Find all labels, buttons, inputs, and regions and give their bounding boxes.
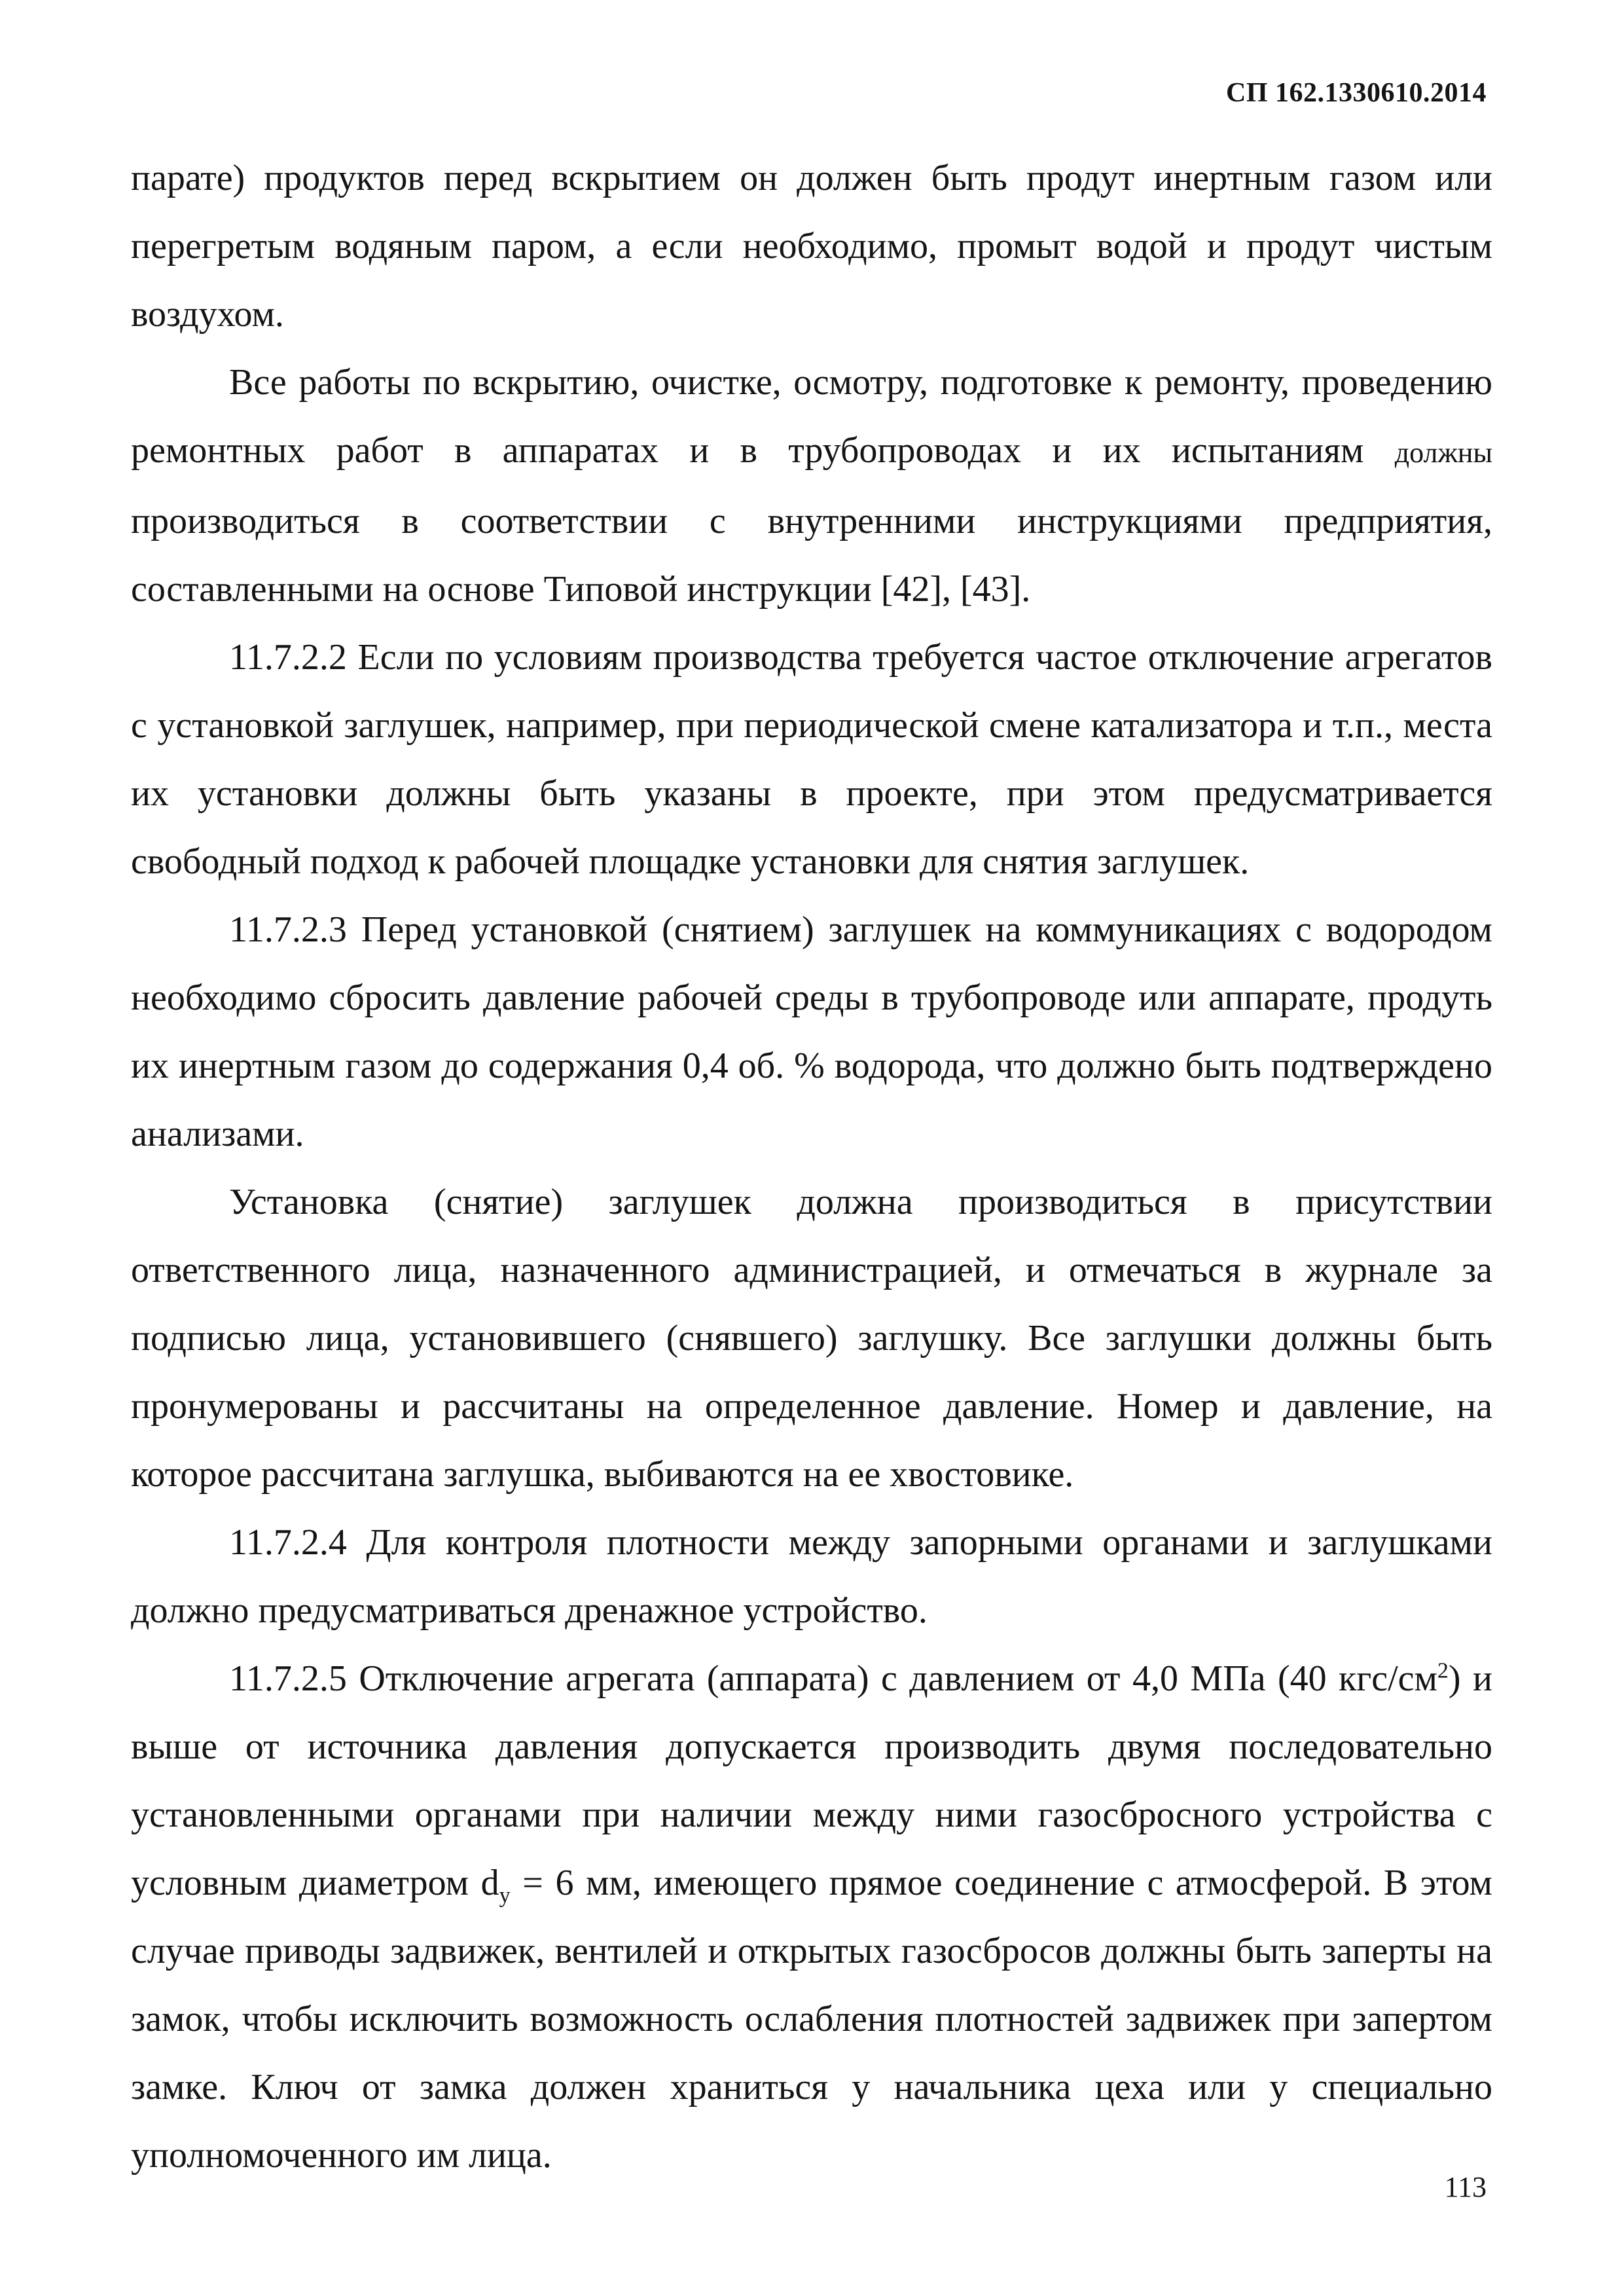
page-number: 113 xyxy=(1444,2171,1487,2203)
paragraph-11-7-2-4: 11.7.2.4 Для контроля плотности между запорными органами и заглушками должно предусматриваться дренажное устройство. xyxy=(131,1522,1492,1631)
paragraph-repair-works xyxy=(131,348,1492,623)
document-body xyxy=(131,144,1492,2189)
document-code: СП 162.1330610.2014 xyxy=(1226,78,1487,108)
paragraph-text: 11.7.2.5 Отключение агрегата (аппарата) с давлением от 4,0 МПа (40 кгс/см xyxy=(229,1658,1437,1699)
paragraph-text: производиться в соответствии с внутренними инструкциями предприятия, составленными на основе Типовой инструкции [42], [43]. xyxy=(131,501,1492,610)
paragraph-text: Все работы по вскрытию, очистке, осмотру, подготовке к ремонту, проведению ремонтных работ в аппаратах и в трубопроводах и их испытаниям xyxy=(131,362,1492,471)
subscript: у xyxy=(499,1884,511,1908)
superscript: 2 xyxy=(1437,1658,1449,1683)
paragraph-text-small: должны xyxy=(1394,437,1493,469)
paragraph-11-7-2-3: 11.7.2.3 Перед установкой (снятием) заглушек на коммуникациях с водородом необходимо сбросить давление рабочей среды в трубопроводе или аппарате, продуть их инертным газом до содержания 0,4 об. % водорода, что должно быть подтверждено анализами. xyxy=(131,909,1492,1154)
paragraph-11-7-2-2: 11.7.2.2 Если по условиям производства требуется частое отключение агрегатов с установкой заглушек, например, при периодической смене катализатора и т.п., места их установки должны быть указаны в проекте, при этом предусматривается свободный подход к рабочей площадке установки для снятия заглушек. xyxy=(131,637,1492,882)
paragraph-text: = 6 мм, имеющего прямое соединение с атмосферой. В этом случае приводы задвижек, вентилей и открытых газосбросов должны быть заперты на замок, чтобы исключить возможность ослабления плотностей задвижек при запертом замке. Ключ от замка должен храниться у начальника цеха или у специально уполномоченного им лица. xyxy=(131,1863,1492,2176)
paragraph-continuation: парате) продуктов перед вскрытием он должен быть продут инертным газом или перегретым водяным паром, а если необходимо, промыт водой и продут чистым воздухом. xyxy=(131,158,1492,335)
paragraph-11-7-2-5 xyxy=(131,1645,1492,2189)
paragraph-plug-installation: Установка (снятие) заглушек должна производиться в присутствии ответственного лица, назначенного администрацией, и отмечаться в журнале за подписью лица, установившего (снявшего) заглушку. Все заглушки должны быть пронумерованы и рассчитаны на определенное давление. Номер и давление, на которое рассчитана заглушка, выбиваются на ее хвостовике. xyxy=(131,1182,1492,1495)
paragraph-text: ) и выше от источника давления допускается производить двумя последовательно установленными органами при наличии между ними газосбросного устройства с условным диаметром d xyxy=(131,1658,1492,1903)
